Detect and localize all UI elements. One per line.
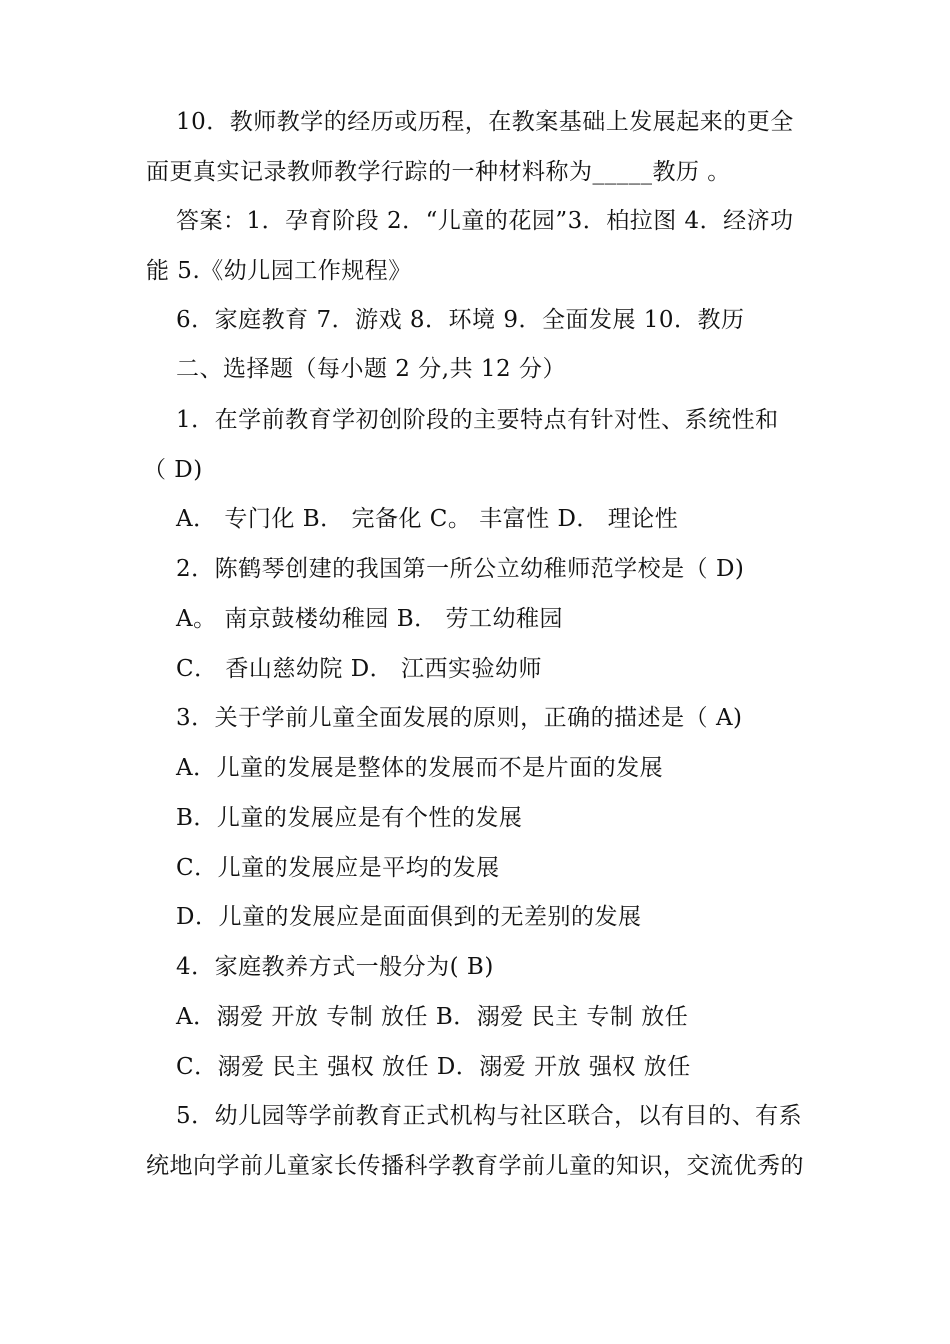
choice-question-3-option-a: A．儿童的发展是整体的发展而不是片面的发展 [176, 755, 664, 781]
choice-question-1-options: A． 专门化 B． 完备化 C。 丰富性 D． 理论性 [176, 506, 679, 532]
question-10-line-2: 面更真实记录教师教学行踪的一种材料称为_____教历 。 [146, 159, 731, 185]
choice-question-3-option-d: D．儿童的发展应是面面俱到的无差别的发展 [176, 904, 642, 930]
choice-question-3-option-b: B．儿童的发展应是有个性的发展 [176, 805, 523, 831]
choice-question-2-options-ab: A。 南京鼓楼幼稚园 B． 劳工幼稚园 [176, 606, 563, 632]
choice-question-3-option-c: C．儿童的发展应是平均的发展 [176, 855, 500, 881]
answer-line-3: 6．家庭教育 7．游戏 8．环境 9．全面发展 10．教历 [176, 307, 745, 333]
choice-question-4: 4．家庭教养方式一般分为( B) [176, 954, 494, 980]
section-heading-choice: 二、选择题（每小题 2 分,共 12 分） [176, 356, 566, 382]
question-10-line-1: 10．教师教学的经历或历程，在教案基础上发展起来的更全 [176, 109, 794, 135]
choice-question-4-options-ab: A．溺爱 开放 专制 放任 B．溺爱 民主 专制 放任 [176, 1004, 689, 1030]
choice-question-3: 3．关于学前儿童全面发展的原则，正确的描述是（ A) [176, 705, 743, 731]
choice-question-1-answer: （ D) [143, 457, 203, 483]
answer-line-2: 能 5.《幼儿园工作规程》 [146, 258, 412, 284]
choice-question-2-options-cd: C． 香山慈幼院 D． 江西实验幼师 [176, 656, 542, 682]
choice-question-2: 2．陈鹤琴创建的我国第一所公立幼稚师范学校是（ D) [176, 556, 745, 582]
choice-question-5-line-2: 统地向学前儿童家长传播科学教育学前儿童的知识，交流优秀的 [146, 1153, 804, 1179]
choice-question-4-options-cd: C．溺爱 民主 强权 放任 D．溺爱 开放 强权 放任 [176, 1054, 691, 1080]
answer-line-1: 答案：1．孕育阶段 2．“儿童的花园”3．柏拉图 4．经济功 [176, 208, 794, 234]
choice-question-5-line-1: 5．幼儿园等学前教育正式机构与社区联合，以有目的、有系 [176, 1103, 803, 1129]
choice-question-1: 1．在学前教育学初创阶段的主要特点有针对性、系统性和 [176, 407, 779, 433]
